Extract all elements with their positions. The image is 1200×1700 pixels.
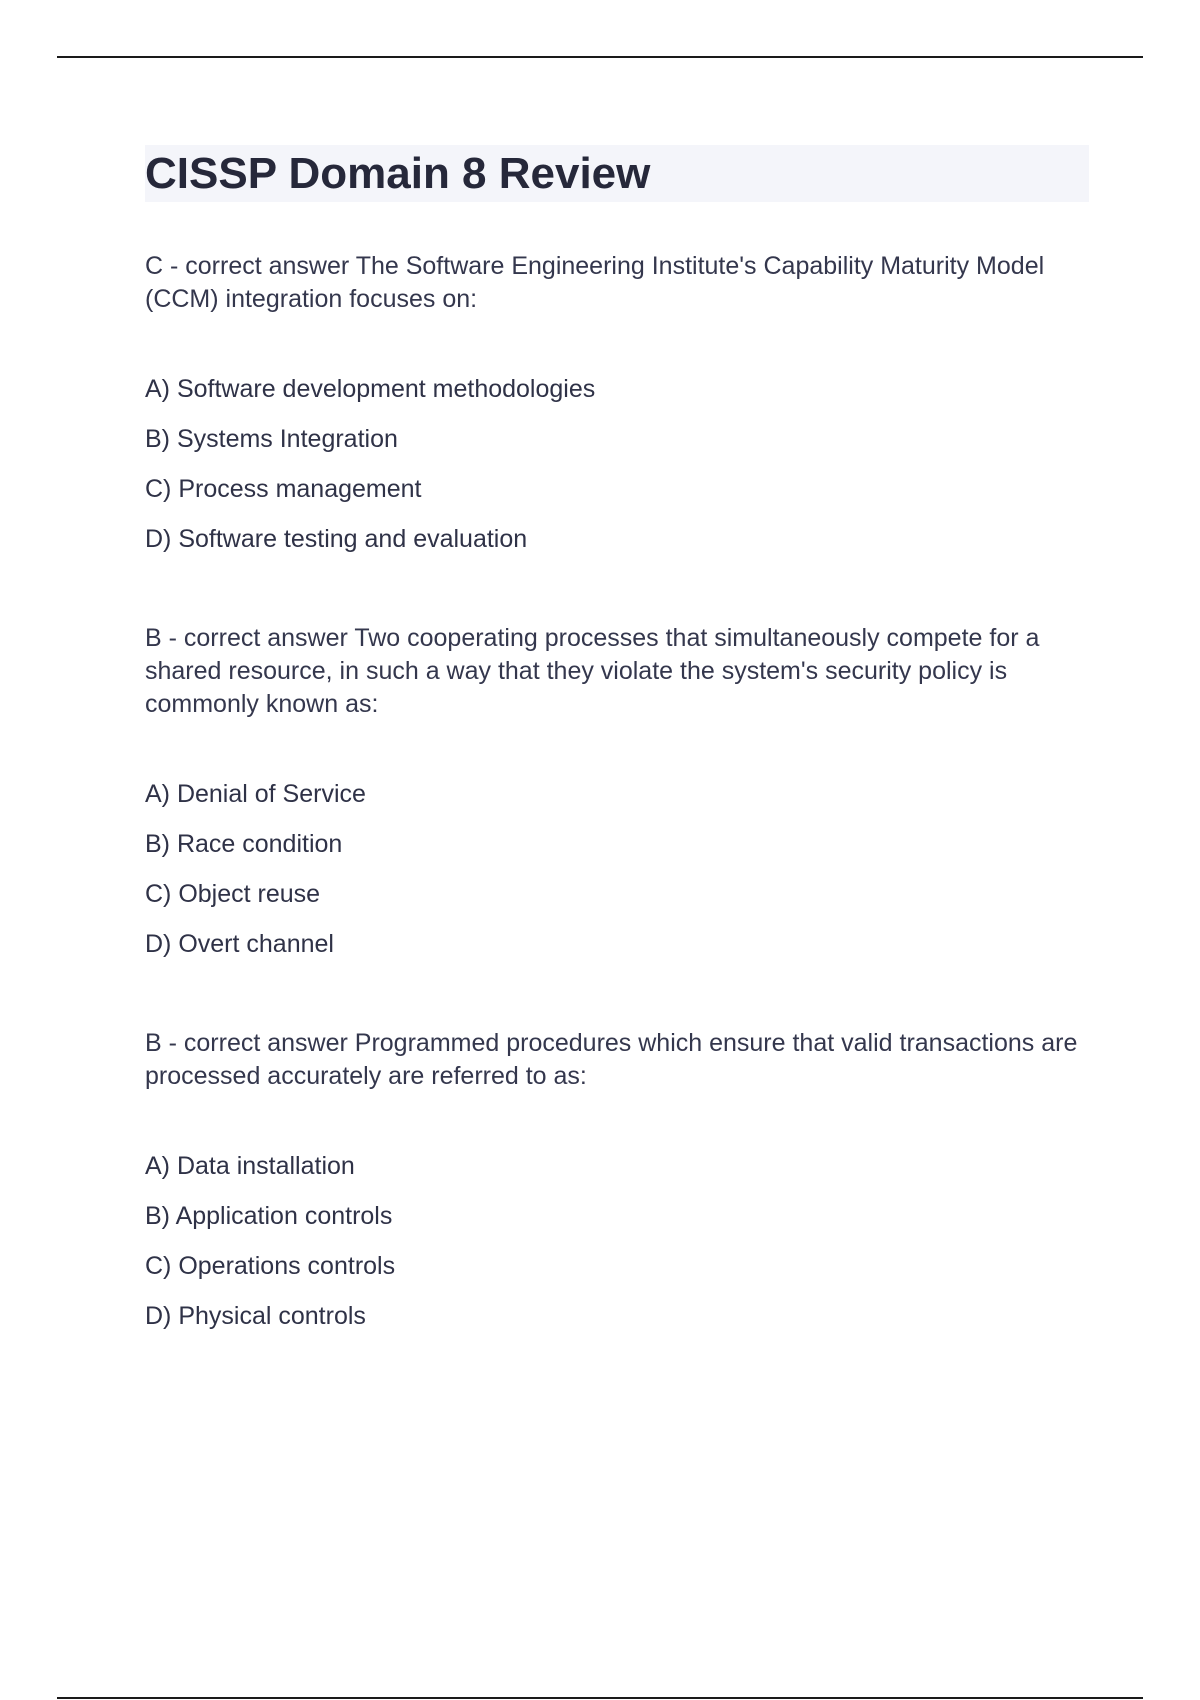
answer-option: A) Denial of Service [145,780,366,808]
answer-option: D) Overt channel [145,930,334,958]
answer-option: B) Application controls [145,1202,393,1230]
question-text: B - correct answer Programmed procedures which ensure that valid transactions are processed accurately are referred to as: [145,1029,1078,1090]
answer-option: B) Race condition [145,830,343,858]
page-title: CISSP Domain 8 Review [145,148,651,198]
title-bar [145,145,1089,202]
answer-option: D) Software testing and evaluation [145,525,528,553]
question-block-3 [145,1027,1089,1331]
document-body [145,145,1089,1331]
answer-options [145,779,1089,959]
question-block-1 [145,250,1089,554]
answer-option: C) Process management [145,475,422,503]
answer-option: A) Data installation [145,1152,355,1180]
answer-options [145,1151,1089,1331]
answer-option: B) Systems Integration [145,425,398,453]
bottom-rule [57,1697,1143,1699]
answer-option: D) Physical controls [145,1302,366,1330]
answer-option: A) Software development methodologies [145,375,596,403]
question-text: C - correct answer The Software Engineering Institute's Capability Maturity Model (CCM) integration focuses on: [145,252,1045,313]
answer-option: C) Object reuse [145,880,321,908]
top-rule [57,56,1143,58]
question-text: B - correct answer Two cooperating processes that simultaneously compete for a shared resource, in such a way that they violate the system's security policy is commonly known as: [145,624,1040,718]
question-block-2 [145,622,1089,959]
answer-option: C) Operations controls [145,1252,396,1280]
answer-options [145,374,1089,554]
